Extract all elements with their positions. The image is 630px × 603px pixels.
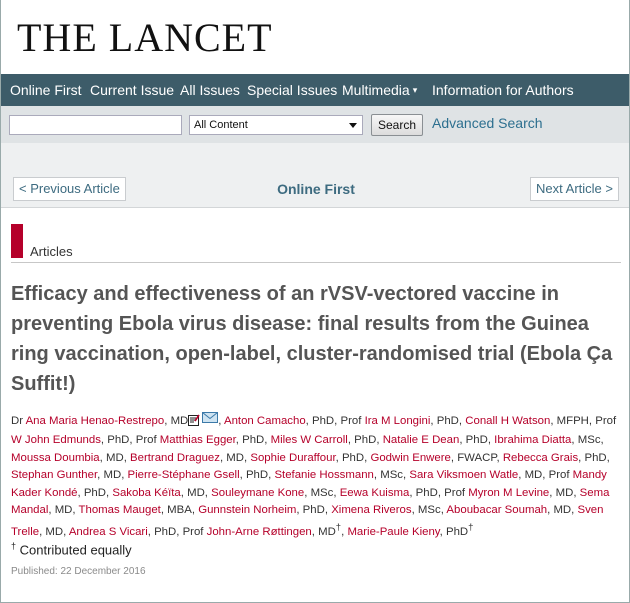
nav-current-issue-label: Current Issue	[90, 82, 175, 98]
article-pager	[1, 143, 630, 208]
nav-current-issue[interactable]	[90, 74, 174, 106]
author-degree: , PhD	[578, 451, 607, 464]
author-link[interactable]: Ana Maria Henao-Restrepo	[25, 415, 165, 427]
author-prefix: ,	[403, 469, 410, 482]
nav-special-issues[interactable]	[247, 74, 337, 106]
author-link[interactable]: W John Edmunds	[11, 434, 101, 447]
author-degree: , PhD	[296, 504, 325, 517]
author-degree: , MD	[99, 451, 124, 464]
nav-online-first-label: Online First	[10, 82, 82, 98]
search-input[interactable]	[9, 115, 182, 135]
author-prefix: ,	[341, 526, 348, 539]
author-prefix: , Prof	[437, 486, 469, 499]
author-link[interactable]: Sara Viksmoen Watle	[409, 469, 519, 482]
author-degree: , MSc	[411, 504, 441, 517]
author-prefix: ,	[106, 486, 113, 499]
pager-section-title: Online First	[277, 181, 355, 197]
author-prefix: ,	[63, 526, 69, 539]
author-degree: , MSc	[304, 486, 334, 499]
dagger-mark: †	[335, 522, 342, 534]
lancet-logo[interactable]: THE LANCET	[17, 15, 273, 60]
author-degree: , PhD	[147, 526, 177, 539]
search-scope-value: All Content	[194, 119, 248, 131]
notes-icon[interactable]	[188, 414, 200, 426]
author-link[interactable]: Miles W Carroll	[270, 434, 348, 447]
author-link[interactable]: Ira M Longini	[364, 415, 431, 427]
author-link[interactable]: Conall H Watson	[465, 415, 551, 427]
author-link[interactable]: Sophie Duraffour	[250, 451, 336, 464]
masthead	[1, 0, 630, 74]
author-prefix: ,	[121, 469, 128, 482]
author-link[interactable]: Anton Camacho	[223, 415, 306, 427]
author-degree: , MBA	[160, 504, 192, 517]
author-link[interactable]: Sakoba Kéïta	[112, 486, 181, 499]
nav-information-for-authors[interactable]	[432, 74, 574, 106]
author-degree: , MFPH	[550, 415, 589, 427]
author-prefix: ,	[487, 434, 495, 447]
author-degree: , PhD	[100, 434, 130, 447]
author-prefix: , Prof	[542, 469, 573, 482]
next-article-button[interactable]: Next Article >	[530, 177, 619, 201]
author-link[interactable]: Mandy Kader Kondé	[11, 469, 607, 499]
author-prefix: ,	[376, 434, 383, 447]
published-date: Published: 22 December 2016	[11, 566, 146, 577]
author-link[interactable]: Souleymane Kone	[211, 486, 305, 499]
author-link[interactable]: Moussa Doumbia	[11, 451, 100, 464]
chevron-down-icon: ▾	[412, 85, 418, 95]
author-link[interactable]: Sema Mandal	[11, 486, 610, 517]
author-prefix: ,	[244, 451, 251, 464]
author-link[interactable]: Bertrand Draguez	[130, 451, 220, 464]
author-link[interactable]: Stefanie Hossmann	[274, 469, 374, 482]
search-button[interactable]: Search	[371, 114, 423, 136]
author-prefix: ,	[364, 451, 371, 464]
author-prefix: ,	[72, 504, 79, 517]
nav-online-first[interactable]	[10, 74, 82, 106]
author-degree: , PhD	[459, 434, 488, 447]
dagger-mark: †	[11, 541, 17, 551]
author-degree: , PhD	[305, 415, 335, 427]
author-prefix: ,	[191, 504, 199, 517]
author-link[interactable]: Thomas Mauget	[78, 504, 161, 517]
author-prefix: , Prof	[176, 526, 207, 539]
search-scope-select[interactable]	[189, 115, 363, 135]
author-prefix: , Prof	[334, 415, 365, 427]
author-degree: , PhD	[409, 486, 438, 499]
author-prefix: ,	[218, 415, 224, 427]
author-prefix: ,	[571, 504, 578, 517]
author-link[interactable]: Ximena Riveros	[331, 504, 412, 517]
dropdown-arrow-icon	[349, 123, 357, 128]
author-link[interactable]: Godwin Enwere	[370, 451, 451, 464]
author-contact-icons	[188, 412, 218, 432]
nav-all-issues[interactable]	[180, 74, 240, 106]
author-link[interactable]: Pierre-Stéphane Gsell	[127, 469, 240, 482]
author-prefix: ,	[606, 451, 610, 464]
author-degree: , FWACP	[450, 451, 497, 464]
author-prefix: ,	[264, 434, 271, 447]
nav-all-issues-label: All Issues	[180, 82, 240, 98]
dagger-mark: †	[468, 522, 474, 534]
author-link[interactable]: Andrea S Vicari	[68, 526, 148, 539]
author-degree: , MD	[518, 469, 543, 482]
author-degree: , MD	[180, 486, 205, 499]
author-link[interactable]: Natalie E Dean	[382, 434, 460, 447]
author-prefix: , Prof	[129, 434, 160, 447]
section-divider	[11, 262, 621, 263]
previous-article-button[interactable]: < Previous Article	[13, 177, 126, 201]
author-degree: , MD	[97, 469, 122, 482]
author-link[interactable]: Gunnstein Norheim	[198, 504, 297, 517]
footnote-text: Contributed equally	[19, 542, 132, 558]
author-prefix: Dr	[11, 415, 26, 427]
author-degree: , MD	[219, 451, 244, 464]
author-prefix: ,	[204, 486, 212, 499]
author-degree: , PhD	[430, 415, 459, 427]
author-link[interactable]: Sven Trelle	[11, 504, 604, 539]
author-prefix: ,	[333, 486, 340, 499]
author-degree: , MD	[39, 526, 64, 539]
author-link[interactable]: Matthias Egger	[159, 434, 236, 447]
author-degree: , MD	[549, 486, 574, 499]
author-degree: , PhD	[239, 469, 269, 482]
nav-information-for-authors-label: Information for Authors	[432, 82, 574, 98]
main-nav	[1, 74, 630, 106]
author-prefix: ,	[324, 504, 332, 517]
author-prefix: ,	[600, 434, 604, 447]
author-list	[11, 412, 621, 542]
footnote	[11, 541, 132, 557]
nav-special-issues-label: Special Issues	[247, 82, 338, 98]
author-degree: , MD	[311, 526, 336, 539]
author-degree: , MD	[547, 504, 572, 517]
article-title: Efficacy and effectiveness of an rVSV-vectored vaccine in preventing Ebola virus disease: final results from the Guinea ring vaccination, open-label, cluster-randomised trial (Ebola Ça Suffit!)	[11, 283, 613, 395]
author-prefix: ,	[573, 486, 580, 499]
author-prefix: ,	[458, 415, 466, 427]
author-degree: , PhD	[347, 434, 377, 447]
author-degree: , PhD	[235, 434, 265, 447]
author-prefix: , Prof	[588, 415, 617, 427]
author-degree: , MSc	[373, 469, 403, 482]
author-link[interactable]: Rebecca Grais	[502, 451, 579, 464]
nav-multimedia[interactable]	[342, 74, 417, 106]
nav-multimedia-label: Multimedia	[342, 82, 410, 98]
author-degree: , MSc	[571, 434, 601, 447]
author-degree: , MD	[164, 415, 189, 427]
author-link[interactable]: Ibrahima Diatta	[494, 434, 572, 447]
author-prefix: ,	[268, 469, 275, 482]
author-prefix: ,	[440, 504, 447, 517]
author-degree: , PhD	[77, 486, 106, 499]
advanced-search-link[interactable]: Advanced Search	[432, 115, 543, 131]
email-icon[interactable]	[202, 412, 218, 423]
article-section-label: Articles	[30, 244, 73, 259]
author-link[interactable]: Stephan Gunther	[11, 469, 98, 482]
author-degree: , PhD	[439, 526, 469, 539]
search-bar	[1, 106, 630, 143]
author-link[interactable]: Myron M Levine	[468, 486, 550, 499]
author-link[interactable]: Eewa Kuisma	[339, 486, 410, 499]
author-link[interactable]: Aboubacar Soumah	[446, 504, 548, 517]
author-degree: , MD	[48, 504, 73, 517]
author-link[interactable]: Marie-Paule Kieny	[347, 526, 440, 539]
author-prefix: ,	[123, 451, 131, 464]
author-link[interactable]: John-Arne Røttingen	[206, 526, 312, 539]
section-marker	[11, 224, 23, 258]
author-degree: , PhD	[335, 451, 365, 464]
author-prefix: ,	[496, 451, 503, 464]
